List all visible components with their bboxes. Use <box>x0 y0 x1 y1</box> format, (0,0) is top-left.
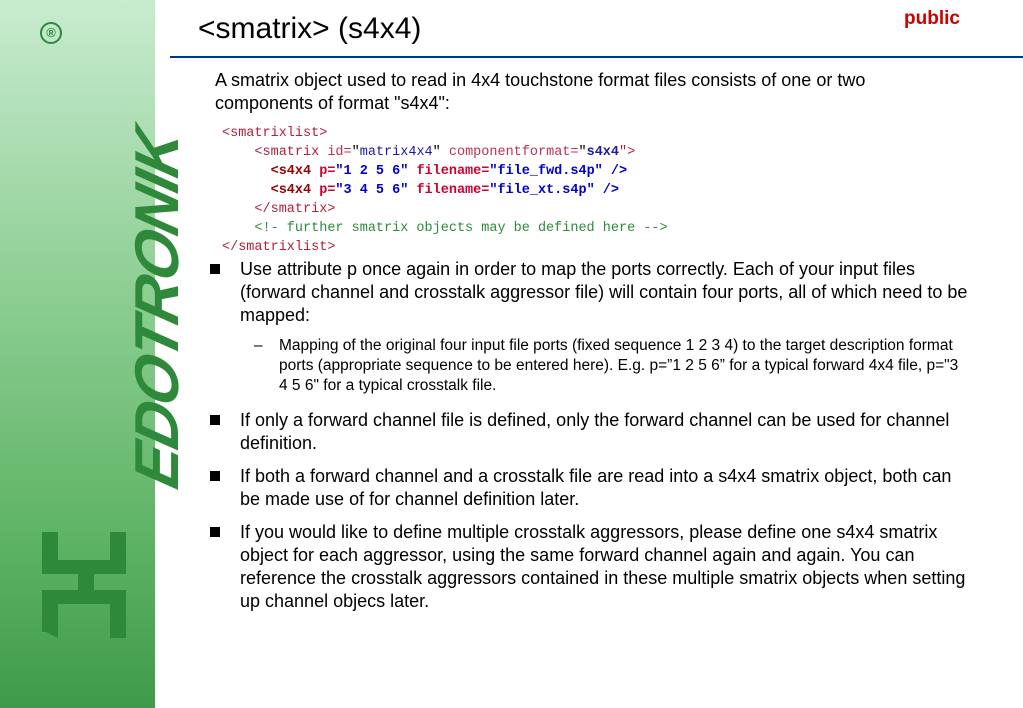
code-attr-p: p= <box>319 164 336 179</box>
bullet-item <box>208 465 968 511</box>
code-smatrix-open: <smatrix <box>254 145 328 160</box>
code-comment: <!- further smatrix objects may be defined here --> <box>254 221 668 236</box>
registered-mark: ® <box>40 22 62 44</box>
code-smatrixlist-open: <smatrixlist> <box>222 126 328 141</box>
title-divider <box>170 56 1023 58</box>
code-smatrix-close: </smatrix> <box>254 202 336 217</box>
sub-bullet-item <box>208 336 968 396</box>
code-quote: " <box>578 145 587 160</box>
code-smatrixlist-close: </smatrixlist> <box>222 240 336 255</box>
code-quote: " <box>432 145 449 160</box>
code-s4x4-fwd-tag: <s4x4 <box>270 164 320 179</box>
bullet-square-icon <box>210 527 220 537</box>
code-tag-close: "> <box>619 145 636 160</box>
code-val-filename-xt: "file_xt.s4p" /> <box>489 183 619 198</box>
sub-bullet-dash: – <box>254 337 263 354</box>
bullet-item <box>208 521 968 613</box>
bullet-text: If both a forward channel and a crosstalk file are read into a s4x4 smatrix object, both can be made use of for channel definition later. <box>240 466 952 509</box>
bullet-item <box>208 409 968 455</box>
bullet-text: If you would like to define multiple crosstalk aggressors, please define one s4x4 smatrix object for each aggressor, using the same forward channel again and again. You can reference the crosstalk aggressors contained in these multiple smatrix objects when setting up channel objecs later. <box>240 522 966 611</box>
code-s4x4-xt-tag: <s4x4 <box>270 183 320 198</box>
sub-bullet-text: Mapping of the original four input file ports (fixed sequence 1 2 3 4) to the target description format ports (appropriate sequence to be entered here). E.g. p=”1 2 5 6” for a typical forward 4x4 file, p="3 4 5 6" for a typical crosstalk file. <box>279 337 959 394</box>
intro-paragraph: A smatrix object used to read in 4x4 touchstone format files consists of one or two components of format "s4x4": <box>215 70 866 113</box>
code-attr-componentformat: componentformat= <box>448 145 579 160</box>
code-quote: " <box>351 145 360 160</box>
bullet-text: Use attribute p once again in order to map the ports correctly. Each of your input files (forward channel and crosstalk aggressor file) will contain four ports, all of which need to be mapped: <box>240 259 968 325</box>
bullet-square-icon <box>210 264 220 274</box>
bullet-text: If only a forward channel file is defined, only the forward channel can be used for channel definition. <box>240 410 950 453</box>
code-val-filename-fwd: "file_fwd.s4p" /> <box>489 164 628 179</box>
code-val-componentformat: s4x4 <box>586 145 620 160</box>
xml-code-block <box>222 124 668 257</box>
bullet-square-icon <box>210 471 220 481</box>
edotronik-logo-mark-icon <box>38 530 130 640</box>
classification-label: public <box>904 8 960 29</box>
code-attr-id: id= <box>327 145 352 160</box>
slide-title: <smatrix> (s4x4) <box>198 12 422 45</box>
bullet-item <box>208 258 968 327</box>
edotronik-logo-text: EDOTRONIK <box>123 123 192 495</box>
code-attr-p: p= <box>319 183 336 198</box>
bullet-list <box>208 258 968 623</box>
code-val-id: matrix4x4 <box>359 145 433 160</box>
code-attr-filename: filename= <box>416 183 490 198</box>
code-val-p-fwd: "1 2 5 6" <box>335 164 417 179</box>
bullet-square-icon <box>210 415 220 425</box>
code-val-p-xt: "3 4 5 6" <box>335 183 417 198</box>
code-attr-filename: filename= <box>416 164 490 179</box>
brand-sidebar <box>0 0 192 708</box>
